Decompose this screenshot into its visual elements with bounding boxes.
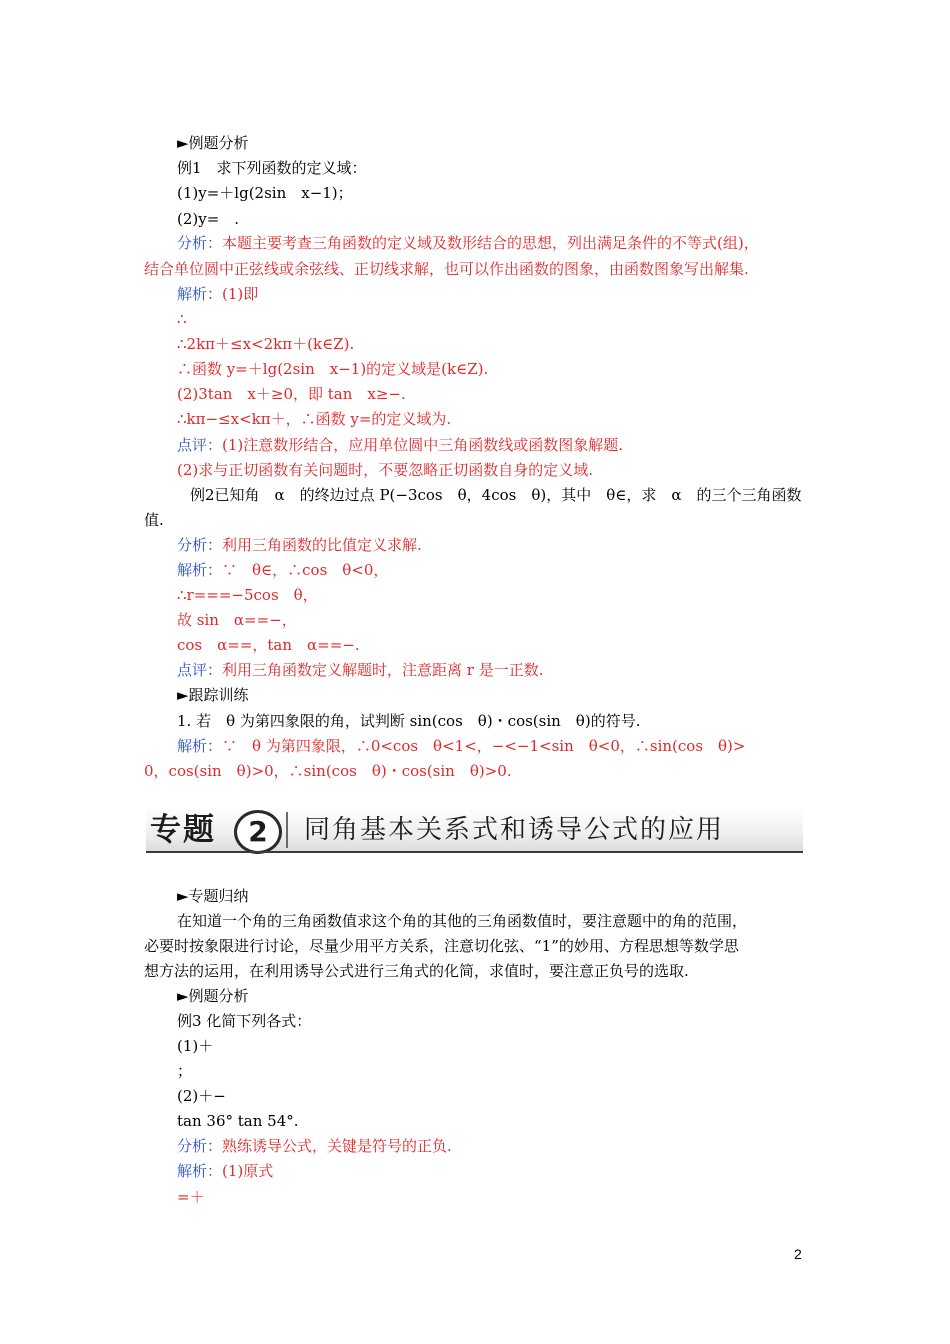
text-line: ►例题分析 [177, 134, 249, 152]
text-line: (2)＋− [177, 1087, 226, 1105]
line-body: 利用三角函数定义解题时，注意距离 r 是一正数. [222, 661, 544, 679]
text-line: ∴2kπ＋≤x<2kπ＋(k∈Z). [177, 335, 355, 353]
text-line [177, 534, 422, 556]
line-body: (1)注意数形结合，应用单位圆中三角函数线或函数图象解题. [222, 436, 624, 454]
text-line [177, 559, 388, 581]
text-line: 例1 求下列函数的定义域： [177, 159, 367, 177]
text-line: 想方法的运用，在利用诱导公式进行三角式的化简，求值时，要注意正负号的选取. [144, 962, 689, 980]
banner-topic-number: 2 [234, 810, 282, 854]
text-line: (2)y= . [177, 210, 240, 228]
line-body: 利用三角函数的比值定义求解. [222, 536, 422, 554]
line-lead-label: 分析： [177, 1137, 223, 1155]
text-line: 在知道一个角的三角函数值求这个角的其他的三角函数值时，要注意题中的角的范围， [177, 912, 748, 930]
banner-topic-label: 专题 [150, 812, 216, 848]
line-lead-label: 解析： [177, 1162, 223, 1180]
text-line: 例3 化简下列各式： [177, 1012, 312, 1030]
text-line: 故 sin α==−， [177, 611, 297, 629]
text-line [177, 1135, 452, 1157]
text-line: ►跟踪训练 [177, 686, 249, 704]
line-lead-label: 解析： [177, 561, 223, 579]
banner-divider [286, 812, 288, 848]
text-line [177, 659, 544, 681]
text-line: ►例题分析 [177, 987, 249, 1005]
text-line: ∴kπ−≤x<kπ＋，∴函数 y=的定义域为. [177, 410, 452, 428]
text-line: ∴ [177, 310, 187, 328]
text-line [177, 283, 258, 305]
topic-banner [146, 808, 803, 854]
text-line: ∴r===−5cos θ， [177, 586, 318, 604]
text-line: 例2已知角 α 的终边过点 P(−3cos θ，4cos θ)，其中 θ∈，求 α 的三个三角函数 [190, 486, 802, 504]
text-line: cos α==，tan α==−. [177, 636, 360, 654]
text-line: (2)3tan x＋≥0，即 tan x≥−. [177, 385, 406, 403]
text-line: ►专题归纳 [177, 887, 249, 905]
line-lead-label: 分析： [177, 234, 223, 252]
page-number: 2 [794, 1246, 802, 1262]
text-line: 必要时按象限进行讨论，尽量少用平方关系，注意切化弦、“1”的妙用、方程思想等数学思 [144, 937, 739, 955]
text-line: tan 36° tan 54°. [177, 1112, 299, 1130]
text-line: (1)y=＋lg(2sin x−1)； [177, 184, 353, 202]
text-line [177, 1160, 273, 1182]
text-line: ； [177, 1062, 193, 1080]
text-line: 结合单位圆中正弦线或余弦线、正切线求解，也可以作出函数的图象，由函数图象写出解集. [144, 260, 749, 278]
line-body: (1)即 [222, 285, 259, 303]
text-line [177, 232, 759, 254]
banner-title: 同角基本关系式和诱导公式的应用 [304, 815, 725, 845]
text-line [177, 434, 623, 456]
text-line: 值. [144, 511, 164, 529]
text-line [177, 735, 745, 757]
line-body: 熟练诱导公式，关键是符号的正负. [222, 1137, 452, 1155]
text-line: 0，cos(sin θ)>0，∴sin(cos θ)・cos(sin θ)>0. [144, 762, 512, 780]
banner-underline [146, 851, 803, 853]
line-lead-label: 解析： [177, 285, 223, 303]
line-body: (1)原式 [222, 1162, 274, 1180]
text-line: ∴函数 y=＋lg(2sin x−1)的定义域是(k∈Z). [177, 360, 489, 378]
text-line: (2)求与正切函数有关问题时，不要忽略正切函数自身的定义域. [177, 461, 594, 479]
line-body: 本题主要考查三角函数的定义域及数形结合的思想，列出满足条件的不等式(组)， [222, 234, 759, 252]
text-line: 1. 若 θ 为第四象限的角，试判断 sin(cos θ)・cos(sin θ)的符号. [177, 712, 641, 730]
line-lead-label: 分析： [177, 536, 223, 554]
line-body: ∵ θ∈，∴cos θ<0， [222, 561, 389, 579]
line-body: ∵ θ 为第四象限，∴0<cos θ<1<，−<−1<sin θ<0，∴sin(cos θ)> [222, 737, 746, 755]
line-lead-label: 解析： [177, 737, 223, 755]
line-lead-label: 点评： [177, 661, 223, 679]
text-line: =＋ [177, 1188, 205, 1206]
text-line: (1)＋ [177, 1037, 214, 1055]
line-lead-label: 点评： [177, 436, 223, 454]
